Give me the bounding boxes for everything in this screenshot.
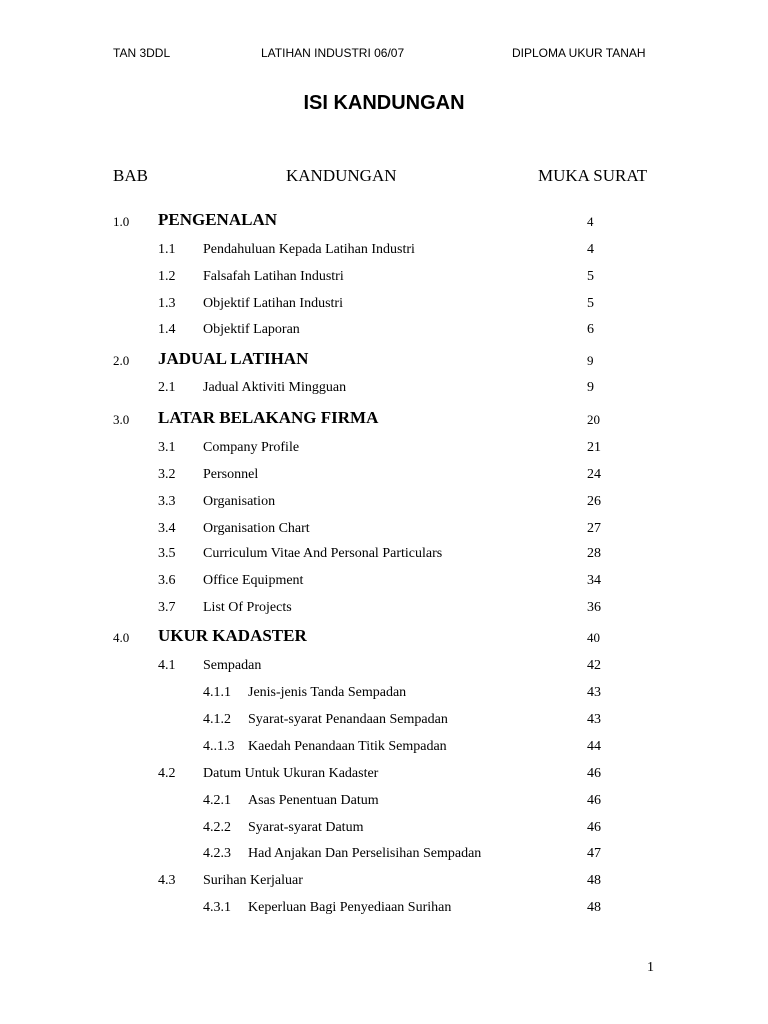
toc-entry bbox=[0, 573, 768, 593]
toc-entry-page: 48 bbox=[587, 873, 601, 888]
toc-entry-page: 40 bbox=[587, 630, 600, 645]
toc-entry-number: 3.1 bbox=[158, 440, 176, 455]
toc-entry-number: 1.1 bbox=[158, 242, 176, 257]
toc-entry-page: 4 bbox=[587, 214, 594, 229]
toc-entry-number: 4.1.1 bbox=[203, 685, 231, 700]
toc-entry-number: 4.2.3 bbox=[203, 846, 231, 861]
toc-entry-page: 43 bbox=[587, 712, 601, 727]
toc-entry bbox=[0, 628, 768, 648]
column-bab: BAB bbox=[113, 166, 148, 185]
page-number: 1 bbox=[647, 960, 654, 975]
toc-entry-page: 36 bbox=[587, 600, 601, 615]
column-kandungan: KANDUNGAN bbox=[286, 166, 397, 185]
toc-entry bbox=[0, 269, 768, 289]
toc-entry-title: Personnel bbox=[203, 467, 259, 482]
toc-entry-page: 43 bbox=[587, 685, 601, 700]
toc-entry-title: JADUAL LATIHAN bbox=[158, 349, 309, 368]
toc-entry bbox=[0, 900, 768, 920]
toc-entry bbox=[0, 846, 768, 866]
toc-entry bbox=[0, 212, 768, 232]
toc-entry-page: 46 bbox=[587, 793, 601, 808]
toc-entry-title: Kaedah Penandaan Titik Sempadan bbox=[248, 739, 447, 754]
toc-entry-title: Had Anjakan Dan Perselisihan Sempadan bbox=[248, 846, 482, 861]
toc-entry-page: 46 bbox=[587, 820, 601, 835]
toc-entry-title: PENGENALAN bbox=[158, 210, 278, 229]
toc-entry-title: LATAR BELAKANG FIRMA bbox=[158, 408, 379, 427]
toc-entry-number: 4.3 bbox=[158, 873, 176, 888]
toc-entry-page: 48 bbox=[587, 900, 601, 915]
toc-entry-number: 1.2 bbox=[158, 269, 176, 284]
toc-entry-number: 3.4 bbox=[158, 521, 176, 536]
toc-entry-number: 4.1.2 bbox=[203, 712, 231, 727]
toc-entry bbox=[0, 873, 768, 893]
toc-entry-title: Falsafah Latihan Industri bbox=[203, 269, 344, 284]
column-muka-surat: MUKA SURAT bbox=[538, 166, 648, 185]
header-right: DIPLOMA UKUR TANAH bbox=[512, 46, 646, 60]
toc-entry bbox=[0, 658, 768, 678]
toc-entry bbox=[0, 322, 768, 342]
toc-entry-number: 4.2 bbox=[158, 766, 176, 781]
toc-entry-title: Datum Untuk Ukuran Kadaster bbox=[203, 766, 379, 781]
toc-entry-number: 1.4 bbox=[158, 322, 176, 337]
header-left: TAN 3DDL bbox=[113, 46, 171, 60]
toc-entry-page: 26 bbox=[587, 494, 601, 509]
toc-entry bbox=[0, 440, 768, 460]
toc-entry-page: 27 bbox=[587, 521, 601, 536]
toc-entry-title: Curriculum Vitae And Personal Particulars bbox=[203, 546, 443, 561]
toc-entry bbox=[0, 766, 768, 786]
toc-entry-page: 6 bbox=[587, 322, 594, 337]
toc-entry-page: 20 bbox=[587, 412, 600, 427]
toc-entry-title: Jenis-jenis Tanda Sempadan bbox=[248, 685, 407, 700]
toc-entry-title: Asas Penentuan Datum bbox=[248, 793, 379, 808]
toc-entry-title: UKUR KADASTER bbox=[158, 626, 307, 645]
toc-entry-number: 2.0 bbox=[113, 353, 130, 368]
toc-entry-page: 5 bbox=[587, 296, 594, 311]
toc-entry-title: Objektif Laporan bbox=[203, 322, 300, 337]
toc-entry-number: 3.0 bbox=[113, 412, 130, 427]
toc-entry bbox=[0, 600, 768, 620]
toc-entry-number: 4.2.1 bbox=[203, 793, 231, 808]
toc-entry bbox=[0, 467, 768, 487]
toc-entry-page: 9 bbox=[587, 380, 594, 395]
toc-entry-number: 1.0 bbox=[113, 214, 130, 229]
toc-entry-number: 4.2.2 bbox=[203, 820, 231, 835]
toc-entry bbox=[0, 521, 768, 541]
toc-entry-page: 9 bbox=[587, 353, 594, 368]
toc-entry-number: 3.3 bbox=[158, 494, 176, 509]
toc-entry-page: 34 bbox=[587, 573, 601, 588]
toc-entry-title: Syarat-syarat Datum bbox=[248, 820, 364, 835]
toc-entry-title: Objektif Latihan Industri bbox=[203, 296, 343, 311]
toc-entry-page: 47 bbox=[587, 846, 601, 861]
toc-entry-number: 4.1 bbox=[158, 658, 176, 673]
toc-entry bbox=[0, 739, 768, 759]
toc-entry-number: 2.1 bbox=[158, 380, 176, 395]
toc-entry-title: Jadual Aktiviti Mingguan bbox=[203, 380, 347, 395]
toc-entry bbox=[0, 242, 768, 262]
toc-entry-page: 44 bbox=[587, 739, 601, 754]
toc-entry bbox=[0, 546, 768, 566]
toc-entry-title: Organisation Chart bbox=[203, 521, 310, 536]
toc-entry-number: 3.7 bbox=[158, 600, 176, 615]
toc-entry bbox=[0, 380, 768, 400]
toc-entry-number: 4.0 bbox=[113, 630, 130, 645]
toc-entry-title: Keperluan Bagi Penyediaan Surihan bbox=[248, 900, 452, 915]
toc-entry-number: 3.5 bbox=[158, 546, 176, 561]
toc-entry bbox=[0, 793, 768, 813]
toc-entry-title: Surihan Kerjaluar bbox=[203, 873, 303, 888]
toc-entry-number: 1.3 bbox=[158, 296, 176, 311]
toc-entry bbox=[0, 296, 768, 316]
toc-entry bbox=[0, 712, 768, 732]
toc-entry bbox=[0, 685, 768, 705]
toc-entry-page: 42 bbox=[587, 658, 601, 673]
toc-entry-title: Pendahuluan Kepada Latihan Industri bbox=[203, 242, 415, 257]
toc-entry-title: Company Profile bbox=[203, 440, 300, 455]
toc-entry-page: 46 bbox=[587, 766, 601, 781]
toc-entry bbox=[0, 820, 768, 840]
page-title: ISI KANDUNGAN bbox=[303, 92, 465, 114]
toc-entry-title: Organisation bbox=[203, 494, 276, 509]
toc-entry-number: 4..1.3 bbox=[203, 739, 235, 754]
toc-entry-title: List Of Projects bbox=[203, 600, 292, 615]
toc-entry bbox=[0, 410, 768, 430]
toc-entry bbox=[0, 494, 768, 514]
header-center: LATIHAN INDUSTRI 06/07 bbox=[261, 46, 405, 60]
toc-entry-page: 24 bbox=[587, 467, 601, 482]
toc-entry-number: 3.6 bbox=[158, 573, 176, 588]
toc-entry-page: 5 bbox=[587, 269, 594, 284]
toc-entry-page: 21 bbox=[587, 440, 601, 455]
toc-entry-title: Sempadan bbox=[203, 658, 262, 673]
toc-entry-number: 4.3.1 bbox=[203, 900, 231, 915]
toc-entry-page: 28 bbox=[587, 546, 601, 561]
toc-entry-title: Syarat-syarat Penandaan Sempadan bbox=[248, 712, 448, 727]
toc-entry-title: Office Equipment bbox=[203, 573, 304, 588]
toc-entry-page: 4 bbox=[587, 242, 594, 257]
toc-entry-number: 3.2 bbox=[158, 467, 176, 482]
toc-entry bbox=[0, 351, 768, 371]
